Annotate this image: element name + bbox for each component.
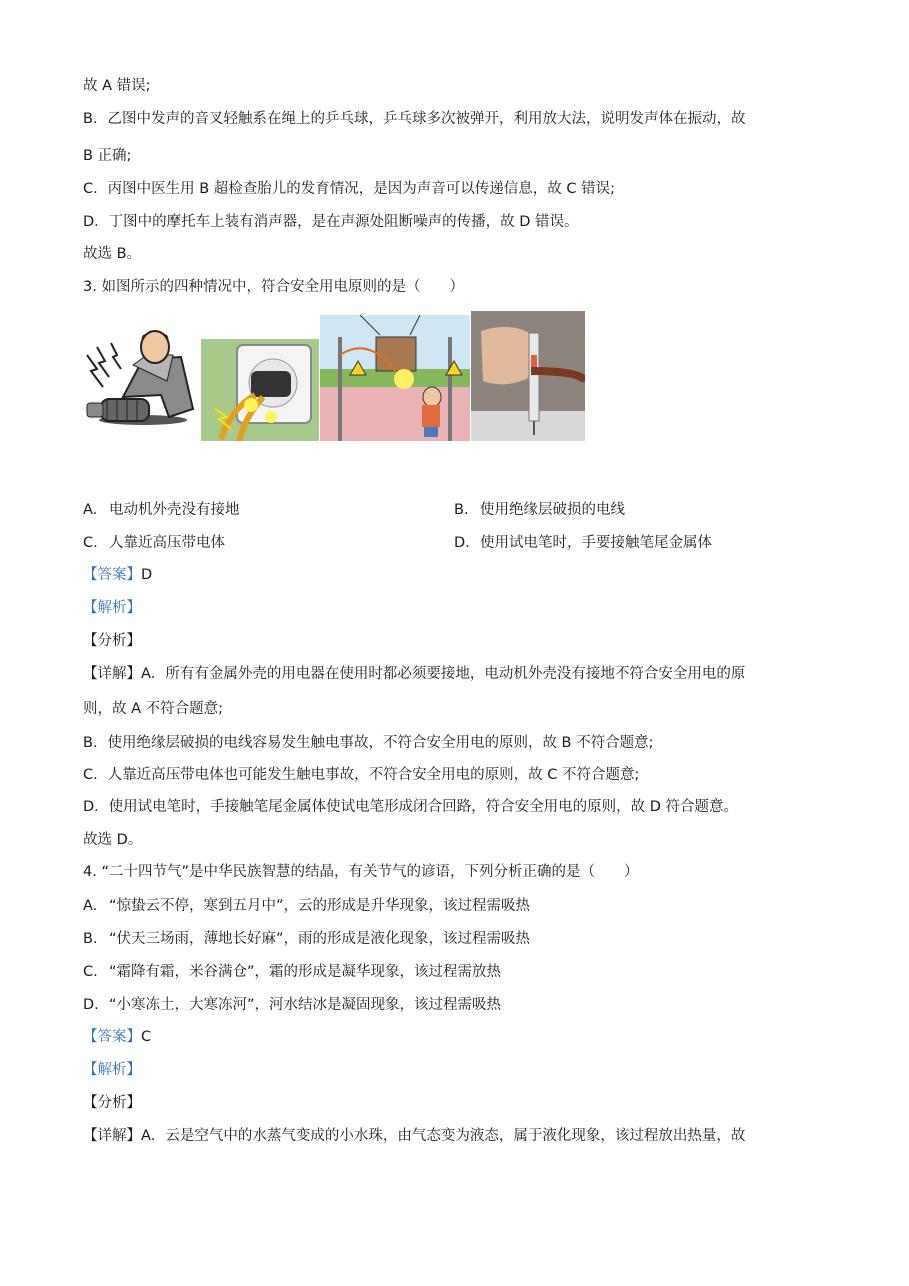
text-line: B．乙图中发声的音叉轻触系在绳上的乒乓球，乒乓球多次被弹开，利用放大法，说明发声体在振动，故 <box>83 111 746 127</box>
option-a: A. “惊蛰云不停，寒到五月中”，云的形成是升华现象，该过程需吸热 <box>83 898 531 914</box>
answer-line: 【答案】D <box>83 567 153 583</box>
option-c: C. 人靠近高压带电体 <box>83 535 225 551</box>
option-d: D. “小寒冻土，大寒冻河”，河水结冰是凝固现象，该过程需吸热 <box>83 997 502 1013</box>
answer-line: 【答案】C <box>83 1029 152 1045</box>
damaged-plug-icon <box>201 339 319 441</box>
high-voltage-icon <box>320 315 470 441</box>
text-line: B 正确; <box>83 148 132 164</box>
text-line: D．使用试电笔时，手接触笔尾金属体使试电笔形成闭合回路，符合安全用电的原则，故 D 符合题意。 <box>83 799 739 815</box>
fenxi-tag: 【分析】 <box>83 633 141 649</box>
text-line: B．使用绝缘层破损的电线容易发生触电事故，不符合安全用电的原则，故 B 不符合题意; <box>83 735 654 751</box>
question-3-figures <box>83 311 585 441</box>
text-line: 故选 B。 <box>83 246 142 262</box>
fenxi-tag: 【分析】 <box>83 1095 141 1111</box>
question-4-stem: 4. “二十四节气”是中华民族智慧的结晶，有关节气的谚语，下列分析正确的是（ ） <box>83 864 639 880</box>
analysis-tag: 【解析】 <box>83 600 141 616</box>
text-line: 故 A 错误; <box>83 78 151 94</box>
text-line: C．人靠近高压带电体也可能发生触电事故，不符合安全用电的原则，故 C 不符合题意; <box>83 767 640 783</box>
option-a: A. 电动机外壳没有接地 <box>83 502 240 518</box>
option-b: B. “伏天三场雨，薄地长好麻”，雨的形成是液化现象，该过程需吸热 <box>83 931 531 947</box>
detail-line: 【详解】A．云是空气中的水蒸气变成的小水珠，由气态变为液态，属于液化现象，该过程放出热量，故 <box>83 1128 746 1144</box>
option-d: D. 使用试电笔时，手要接触笔尾金属体 <box>454 535 712 551</box>
text-line: D．丁图中的摩托车上装有消声器，是在声源处阻断噪声的传播，故 D 错误。 <box>83 214 579 230</box>
text-line: 故选 D。 <box>83 832 143 848</box>
text-line: C．丙图中医生用 B 超检查胎儿的发育情况，是因为声音可以传递信息，故 C 错误; <box>83 181 616 197</box>
test-pen-icon <box>471 311 585 441</box>
question-3-stem: 3. 如图所示的四种情况中，符合安全用电原则的是（ ） <box>83 279 464 295</box>
option-c: C. “霜降有霜，米谷满仓”，霜的形成是凝华现象，该过程需放热 <box>83 964 502 980</box>
text-line: 则，故 A 不符合题意; <box>83 701 224 717</box>
analysis-tag: 【解析】 <box>83 1062 141 1078</box>
detail-line: 【详解】A．所有有金属外壳的用电器在使用时都必须要接地，电动机外壳没有接地不符合安全用电的原 <box>83 666 746 682</box>
motor-shock-icon <box>83 325 200 440</box>
option-b: B. 使用绝缘层破损的电线 <box>454 502 625 518</box>
